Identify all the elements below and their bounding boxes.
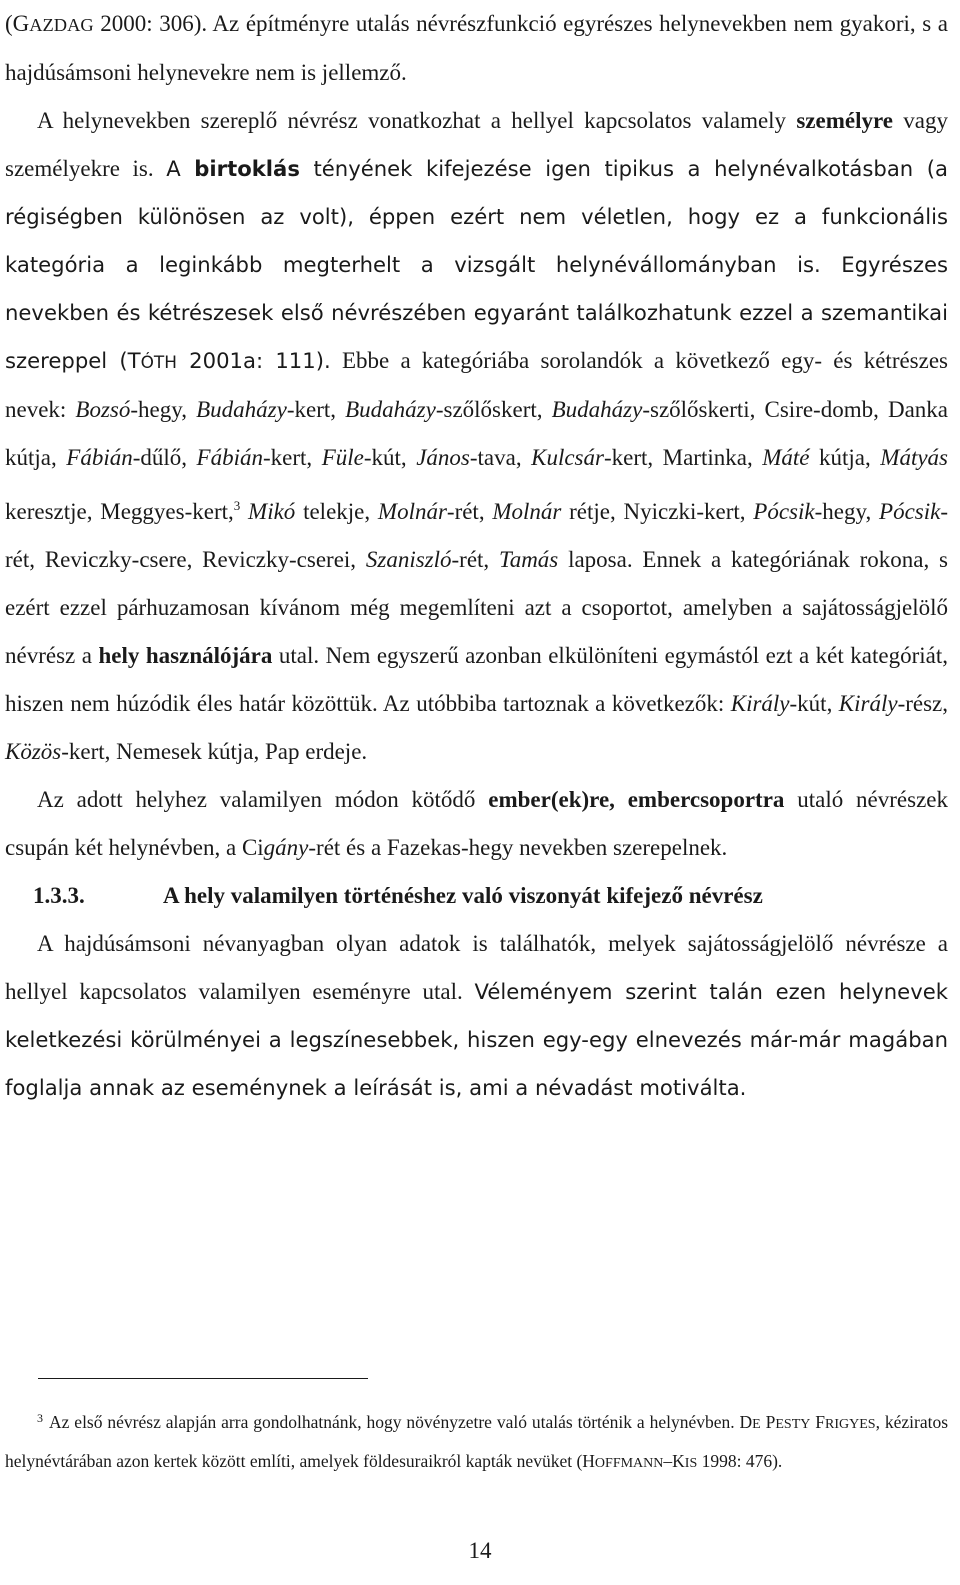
footnote-separator	[38, 1378, 368, 1379]
italic-name: Molnár	[377, 499, 447, 524]
italic-name: Pócsik	[753, 499, 815, 524]
small-caps-text: ÓTH	[140, 352, 177, 372]
section-number: 1.3.3.	[33, 883, 85, 908]
text: -kert, Nemesek kútja, Pap erdeje.	[61, 739, 368, 764]
text: Az első névrész alapján arra gondolhatnánk, hogy növényzetre való utalás történik a helynévben. D	[49, 1412, 753, 1432]
text: -szőlőskert,	[435, 397, 552, 422]
text: A hajdúsámsoni névanyagban olyan adatok is találhatók, melyek sajátosságjelölő névrésze a hellyel kapcsolatos valamilyen eseményre utal.	[5, 931, 948, 1004]
text: -dűlő,	[132, 445, 197, 470]
italic-name: Füle	[321, 445, 364, 470]
text	[240, 499, 248, 524]
text: -kert, Martinka,	[603, 445, 763, 470]
text: A	[166, 156, 195, 181]
text: 1998: 476).	[697, 1451, 783, 1471]
text: –K	[663, 1451, 685, 1471]
small-caps-text: AZDAG	[29, 15, 94, 35]
italic-name: Mátyás	[880, 445, 948, 470]
text: -kert,	[263, 445, 322, 470]
italic-name: gány	[263, 835, 309, 860]
text: -kert,	[286, 397, 346, 422]
text: (G	[5, 11, 30, 36]
italic-name: Molnár	[492, 499, 562, 524]
footnote	[5, 1400, 948, 1482]
small-caps-text: OFFMANN	[594, 1456, 664, 1471]
italic-name: Fábián	[196, 445, 263, 470]
text: F	[810, 1412, 826, 1432]
text: -kút,	[363, 445, 417, 470]
text: -hegy,	[814, 499, 880, 524]
italic-name: Mikó	[248, 499, 296, 524]
footnote-mark: 3	[37, 1411, 43, 1425]
section-title: A hely valamilyen történéshez való viszonyát kifejező névrész	[163, 883, 763, 908]
sans-passage: Véleményem szerint talán ezen helynevek keletkezési körülményei a legszínesebbek, hiszen egy-egy elnevezés már-már magában foglalja annak az eseménynek a leírását is, ami a névadást motiválta.	[5, 979, 948, 1100]
italic-name: Pócsik	[879, 499, 941, 524]
italic-name: Tamás	[499, 547, 559, 572]
italic-name: Budaházy	[345, 397, 436, 422]
italic-name: Király	[838, 691, 898, 716]
text: 2001a: 111).	[176, 348, 331, 373]
text: -rét,	[451, 547, 500, 572]
text: P	[760, 1412, 776, 1432]
bold-term: hely használójára	[98, 643, 273, 668]
text: vagy személyekre is.	[5, 108, 948, 181]
small-caps-text: RIGYES	[825, 1417, 876, 1432]
paragraph-4	[5, 920, 948, 1112]
italic-name: Budaházy	[196, 397, 287, 422]
small-caps-text: IS	[684, 1456, 698, 1471]
bold-term: birtoklás	[194, 156, 300, 181]
text: 2000: 306). Az építményre utalás névrészfunkció egyrészes helynevekben nem gyakori, s a hajdúsámsoni helynevekre nem is jellemző.	[5, 11, 948, 85]
text: utal. Nem egyszerű azonban elkülöníteni egymástól ezt a két kategóriát, hiszen nem húzódik éles határ közöttük. Az utóbbiba tartoznak a következők:	[5, 643, 948, 716]
text: Az adott helyhez valamilyen módon kötődő	[37, 787, 489, 812]
text: keresztje, Meggyes-kert,	[5, 499, 234, 524]
sans-passage	[5, 156, 948, 373]
page-number: 14	[468, 1538, 492, 1563]
small-caps-text: E	[752, 1417, 761, 1432]
section-heading	[5, 872, 948, 920]
italic-name: Közös	[5, 739, 62, 764]
italic-name: Kulcsár	[531, 445, 604, 470]
text: , kéziratos helynévtárában azon kertek között említi, amelyek földesuraikról kapták nevüket (H	[5, 1412, 949, 1471]
text: telekje,	[295, 499, 378, 524]
text: A helynevekben szereplő névrész vonatkozhat a hellyel kapcsolatos valamely	[37, 108, 797, 133]
text: -tava,	[469, 445, 532, 470]
text: laposa. Ennek a kategóriának rokona, s ezért ezzel párhuzamosan kívánom még megemlíteni azt a csoportot, amelyben a sajátosságjelölő névrész a	[5, 547, 949, 668]
text: utaló névrészek csupán két helynévben, a Ci	[5, 787, 949, 860]
text: Ebbe a kategóriába sorolandók a következő egy- és kétrészes nevek:	[5, 348, 949, 422]
paragraph-1	[5, 0, 948, 97]
bold-term: ember(ek)re, embercsoportra	[488, 787, 785, 812]
text: -szőlőskerti, Csire-domb, Danka kútja,	[5, 397, 949, 470]
text: rétje, Nyiczki-kert,	[561, 499, 754, 524]
italic-name: Bozsó	[75, 397, 131, 422]
paragraph-3	[5, 776, 948, 872]
text: -rét és a Fazekas-hegy nevekben szerepelnek.	[308, 835, 728, 860]
text: kútja,	[809, 445, 881, 470]
text: -kút,	[789, 691, 839, 716]
italic-name: Máté	[762, 445, 810, 470]
paragraph-2	[5, 97, 948, 776]
bold-term: személyre	[796, 108, 893, 133]
italic-name: Király	[730, 691, 790, 716]
text: tényének kifejezése igen tipikus a helynévalkotásban (a régiségben különösen az volt), éppen ezért nem véletlen, hogy ez a funkcionális kategória a leginkább megterhelt a vizsgált helynévállományban is. Egyrészes nevekben és kétrészesek első névrészében egyaránt találkozhatunk ezzel a szemantikai szereppel (T	[5, 156, 948, 373]
italic-name: János	[416, 445, 470, 470]
body-text	[5, 0, 948, 1112]
small-caps-text: ESTY	[775, 1417, 811, 1432]
italic-name: Szaniszló	[365, 547, 452, 572]
footnote-reference[interactable]: 3	[233, 498, 241, 513]
italic-name: Budaházy	[551, 397, 643, 422]
text: -rész,	[897, 691, 948, 716]
italic-name: Fábián	[66, 445, 133, 470]
text: -hegy,	[130, 397, 197, 422]
text: -rét, Reviczky-csere, Reviczky-cserei,	[5, 499, 948, 572]
text: -rét,	[446, 499, 493, 524]
